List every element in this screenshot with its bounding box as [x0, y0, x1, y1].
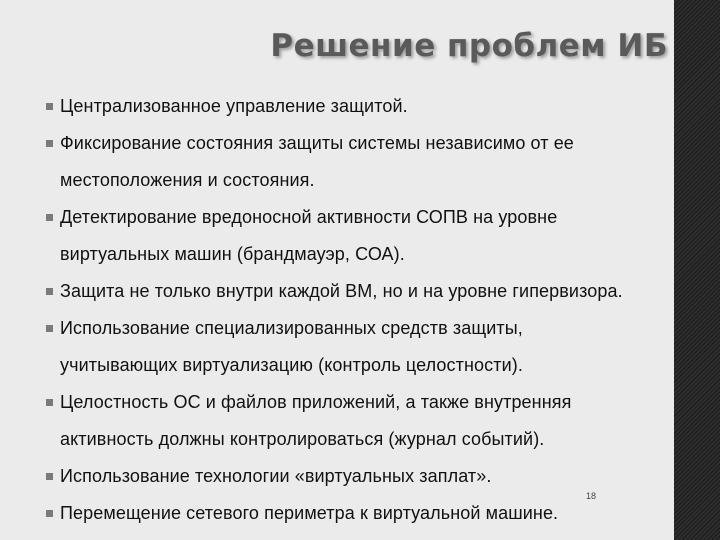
list-item-text: Целостность ОС и файлов приложений, а также внутренняя	[60, 392, 572, 412]
square-bullet-icon	[46, 214, 53, 221]
list-item	[46, 125, 696, 199]
square-bullet-icon	[46, 140, 53, 147]
square-bullet-icon	[46, 473, 53, 480]
list-item	[46, 88, 696, 125]
square-bullet-icon	[46, 288, 53, 295]
square-bullet-icon	[46, 103, 53, 110]
square-bullet-icon	[46, 325, 53, 332]
list-item-text: Детектирование вредоносной активности СОПВ на уровне	[60, 207, 558, 227]
list-item-text: Фиксирование состояния защиты системы независимо от ее	[60, 133, 574, 153]
bullet-list	[46, 88, 696, 532]
list-item-text: Использование технологии «виртуальных заплат».	[60, 466, 492, 486]
list-item-text: Защита не только внутри каждой ВМ, но и на уровне гипервизора.	[60, 281, 623, 301]
list-item-text: Централизованное управление защитой.	[60, 96, 408, 116]
list-item-text: Использование специализированных средств защиты,	[60, 318, 523, 338]
list-item-text-continuation: активность должны контролироваться (журнал событий).	[60, 429, 545, 449]
list-item-text-continuation: учитывающих виртуализацию (контроль целостности).	[60, 355, 523, 375]
list-item	[46, 458, 696, 495]
list-item	[46, 384, 696, 458]
slide-title: Решение проблем ИБ	[270, 28, 668, 64]
list-item-text: Перемещение сетевого периметра к виртуальной машине.	[60, 503, 559, 523]
list-item-text-continuation: местоположения и состояния.	[60, 170, 315, 190]
square-bullet-icon	[46, 399, 53, 406]
list-item	[46, 273, 696, 310]
list-item	[46, 495, 696, 532]
list-item-text-continuation: виртуальных машин (брандмауэр, СОА).	[60, 244, 405, 264]
list-item	[46, 310, 696, 384]
page-number: 18	[586, 491, 597, 501]
square-bullet-icon	[46, 510, 53, 517]
list-item	[46, 199, 696, 273]
